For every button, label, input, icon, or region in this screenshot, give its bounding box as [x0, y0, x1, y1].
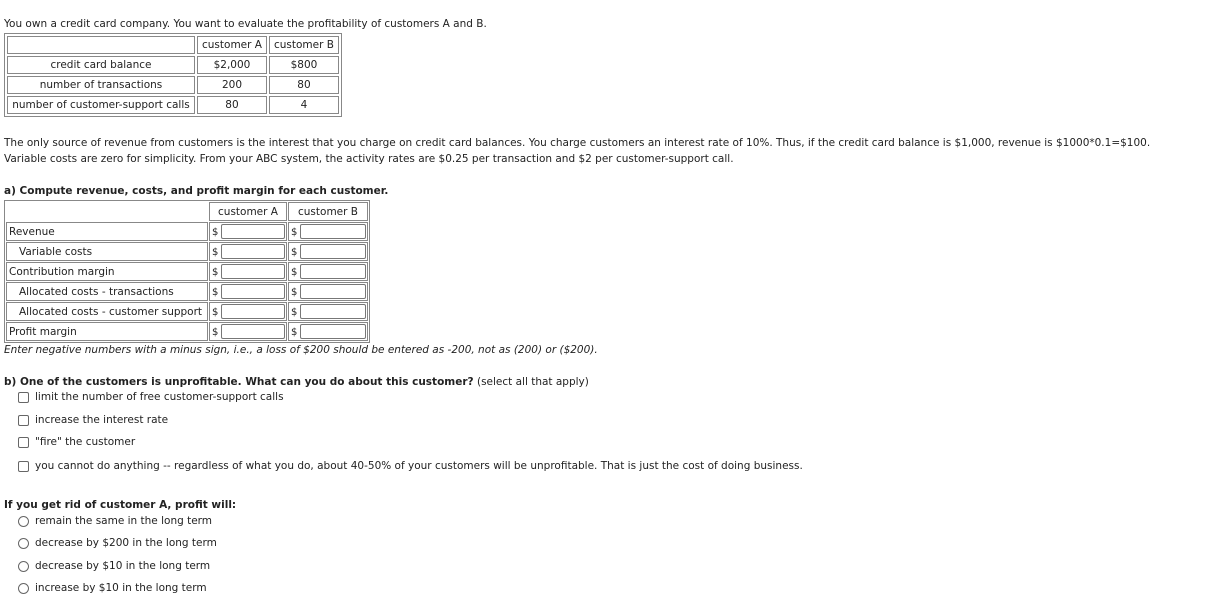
row-label: Allocated costs - transactions — [6, 282, 208, 301]
row-label: credit card balance — [7, 56, 195, 74]
checkbox[interactable] — [18, 392, 29, 403]
option-fire-customer[interactable] — [18, 436, 135, 448]
currency-symbol: $ — [212, 306, 219, 318]
profit-margin-b-input[interactable] — [300, 324, 366, 339]
answer-row-profit-margin — [6, 322, 368, 341]
row-label: Allocated costs - customer support — [6, 302, 208, 321]
answer-row-contribution-margin — [6, 262, 368, 281]
checkbox[interactable] — [18, 415, 29, 426]
answer-header-customer-a: customer A — [209, 202, 287, 221]
option-label: limit the number of free customer-support calls — [35, 391, 284, 403]
radio-option-remain-same[interactable] — [18, 515, 212, 527]
currency-symbol: $ — [212, 286, 219, 298]
currency-symbol: $ — [212, 326, 219, 338]
header-customer-b: customer B — [269, 36, 339, 54]
checkbox[interactable] — [18, 461, 29, 472]
row-label: number of customer-support calls — [7, 96, 195, 114]
option-label: increase by $10 in the long term — [35, 582, 207, 594]
paragraph-line-2: Variable costs are zero for simplicity. From your ABC system, the activity rates are $0.25 per transaction and $2 per customer-support call. — [4, 153, 734, 165]
answer-header-blank — [6, 202, 208, 221]
option-cannot-do-anything[interactable] — [18, 460, 803, 472]
negative-number-note: Enter negative numbers with a minus sign, i.e., a loss of $200 should be entered as -200, not as (200) or ($200). — [4, 344, 598, 356]
variable-costs-b-input[interactable] — [300, 244, 366, 259]
option-label: you cannot do anything -- regardless of what you do, about 40-50% of your customers will be unprofitable. That is just the cost of doing business. — [35, 460, 803, 472]
option-label: decrease by $10 in the long term — [35, 560, 211, 572]
answer-row-variable-costs — [6, 242, 368, 261]
allocated-transactions-b-input[interactable] — [300, 284, 366, 299]
currency-symbol: $ — [291, 286, 298, 298]
radio-button[interactable] — [18, 561, 29, 572]
radio-button[interactable] — [18, 516, 29, 527]
radio-option-decrease-200[interactable] — [18, 537, 217, 549]
variable-costs-a-input[interactable] — [221, 244, 285, 259]
row-label: Variable costs — [6, 242, 208, 261]
table-header-row — [7, 36, 339, 54]
row-label: Revenue — [6, 222, 208, 241]
part-a-question: a) Compute revenue, costs, and profit margin for each customer. — [4, 185, 389, 197]
paragraph-line-1: The only source of revenue from customers is the interest that you charge on credit card balances. You charge customers an interest rate of 10%. Thus, if the credit card balance is $1,000, revenue is $1000*0.1=$100. — [4, 137, 1151, 149]
currency-symbol: $ — [291, 226, 298, 238]
intro-text: You own a credit card company. You want to evaluate the profitability of customers A and B. — [4, 18, 487, 30]
option-label: "fire" the customer — [35, 436, 136, 448]
value-cell: 80 — [269, 76, 339, 94]
header-blank-cell — [7, 36, 195, 54]
value-cell: 4 — [269, 96, 339, 114]
currency-symbol: $ — [212, 246, 219, 258]
currency-symbol: $ — [291, 266, 298, 278]
option-label: increase the interest rate — [35, 414, 169, 426]
table-row — [7, 96, 339, 114]
part-b-question: b) One of the customers is unprofitable. What can you do about this customer? — [4, 376, 474, 388]
value-cell: $2,000 — [197, 56, 267, 74]
revenue-a-input[interactable] — [221, 224, 285, 239]
allocated-support-a-input[interactable] — [221, 304, 285, 319]
answer-row-allocated-support — [6, 302, 368, 321]
customer-data-table — [4, 33, 342, 117]
radio-option-increase-10[interactable] — [18, 582, 207, 594]
option-label: remain the same in the long term — [35, 515, 213, 527]
option-increase-interest[interactable] — [18, 414, 168, 426]
header-customer-a: customer A — [197, 36, 267, 54]
option-label: decrease by $200 in the long term — [35, 537, 217, 549]
value-cell: 80 — [197, 96, 267, 114]
answer-table — [4, 200, 370, 343]
answer-row-revenue — [6, 222, 368, 241]
row-label: number of transactions — [7, 76, 195, 94]
checkbox[interactable] — [18, 437, 29, 448]
answer-header-customer-b: customer B — [288, 202, 368, 221]
option-limit-support-calls[interactable] — [18, 391, 284, 403]
currency-symbol: $ — [212, 266, 219, 278]
row-label: Profit margin — [6, 322, 208, 341]
part-c-question: If you get rid of customer A, profit will: — [4, 499, 237, 511]
revenue-b-input[interactable] — [300, 224, 366, 239]
profit-margin-a-input[interactable] — [221, 324, 285, 339]
currency-symbol: $ — [212, 226, 219, 238]
value-cell: $800 — [269, 56, 339, 74]
part-b-question-line — [4, 375, 589, 389]
value-cell: 200 — [197, 76, 267, 94]
contribution-margin-a-input[interactable] — [221, 264, 285, 279]
row-label: Contribution margin — [6, 262, 208, 281]
allocated-support-b-input[interactable] — [300, 304, 366, 319]
currency-symbol: $ — [291, 246, 298, 258]
currency-symbol: $ — [291, 306, 298, 318]
answer-row-allocated-transactions — [6, 282, 368, 301]
allocated-transactions-a-input[interactable] — [221, 284, 285, 299]
answer-header-row — [6, 202, 368, 221]
part-b-hint: (select all that apply) — [476, 376, 589, 388]
radio-option-decrease-10[interactable] — [18, 560, 210, 572]
contribution-margin-b-input[interactable] — [300, 264, 366, 279]
table-row — [7, 76, 339, 94]
currency-symbol: $ — [291, 326, 298, 338]
radio-button[interactable] — [18, 583, 29, 594]
radio-button[interactable] — [18, 538, 29, 549]
table-row — [7, 56, 339, 74]
